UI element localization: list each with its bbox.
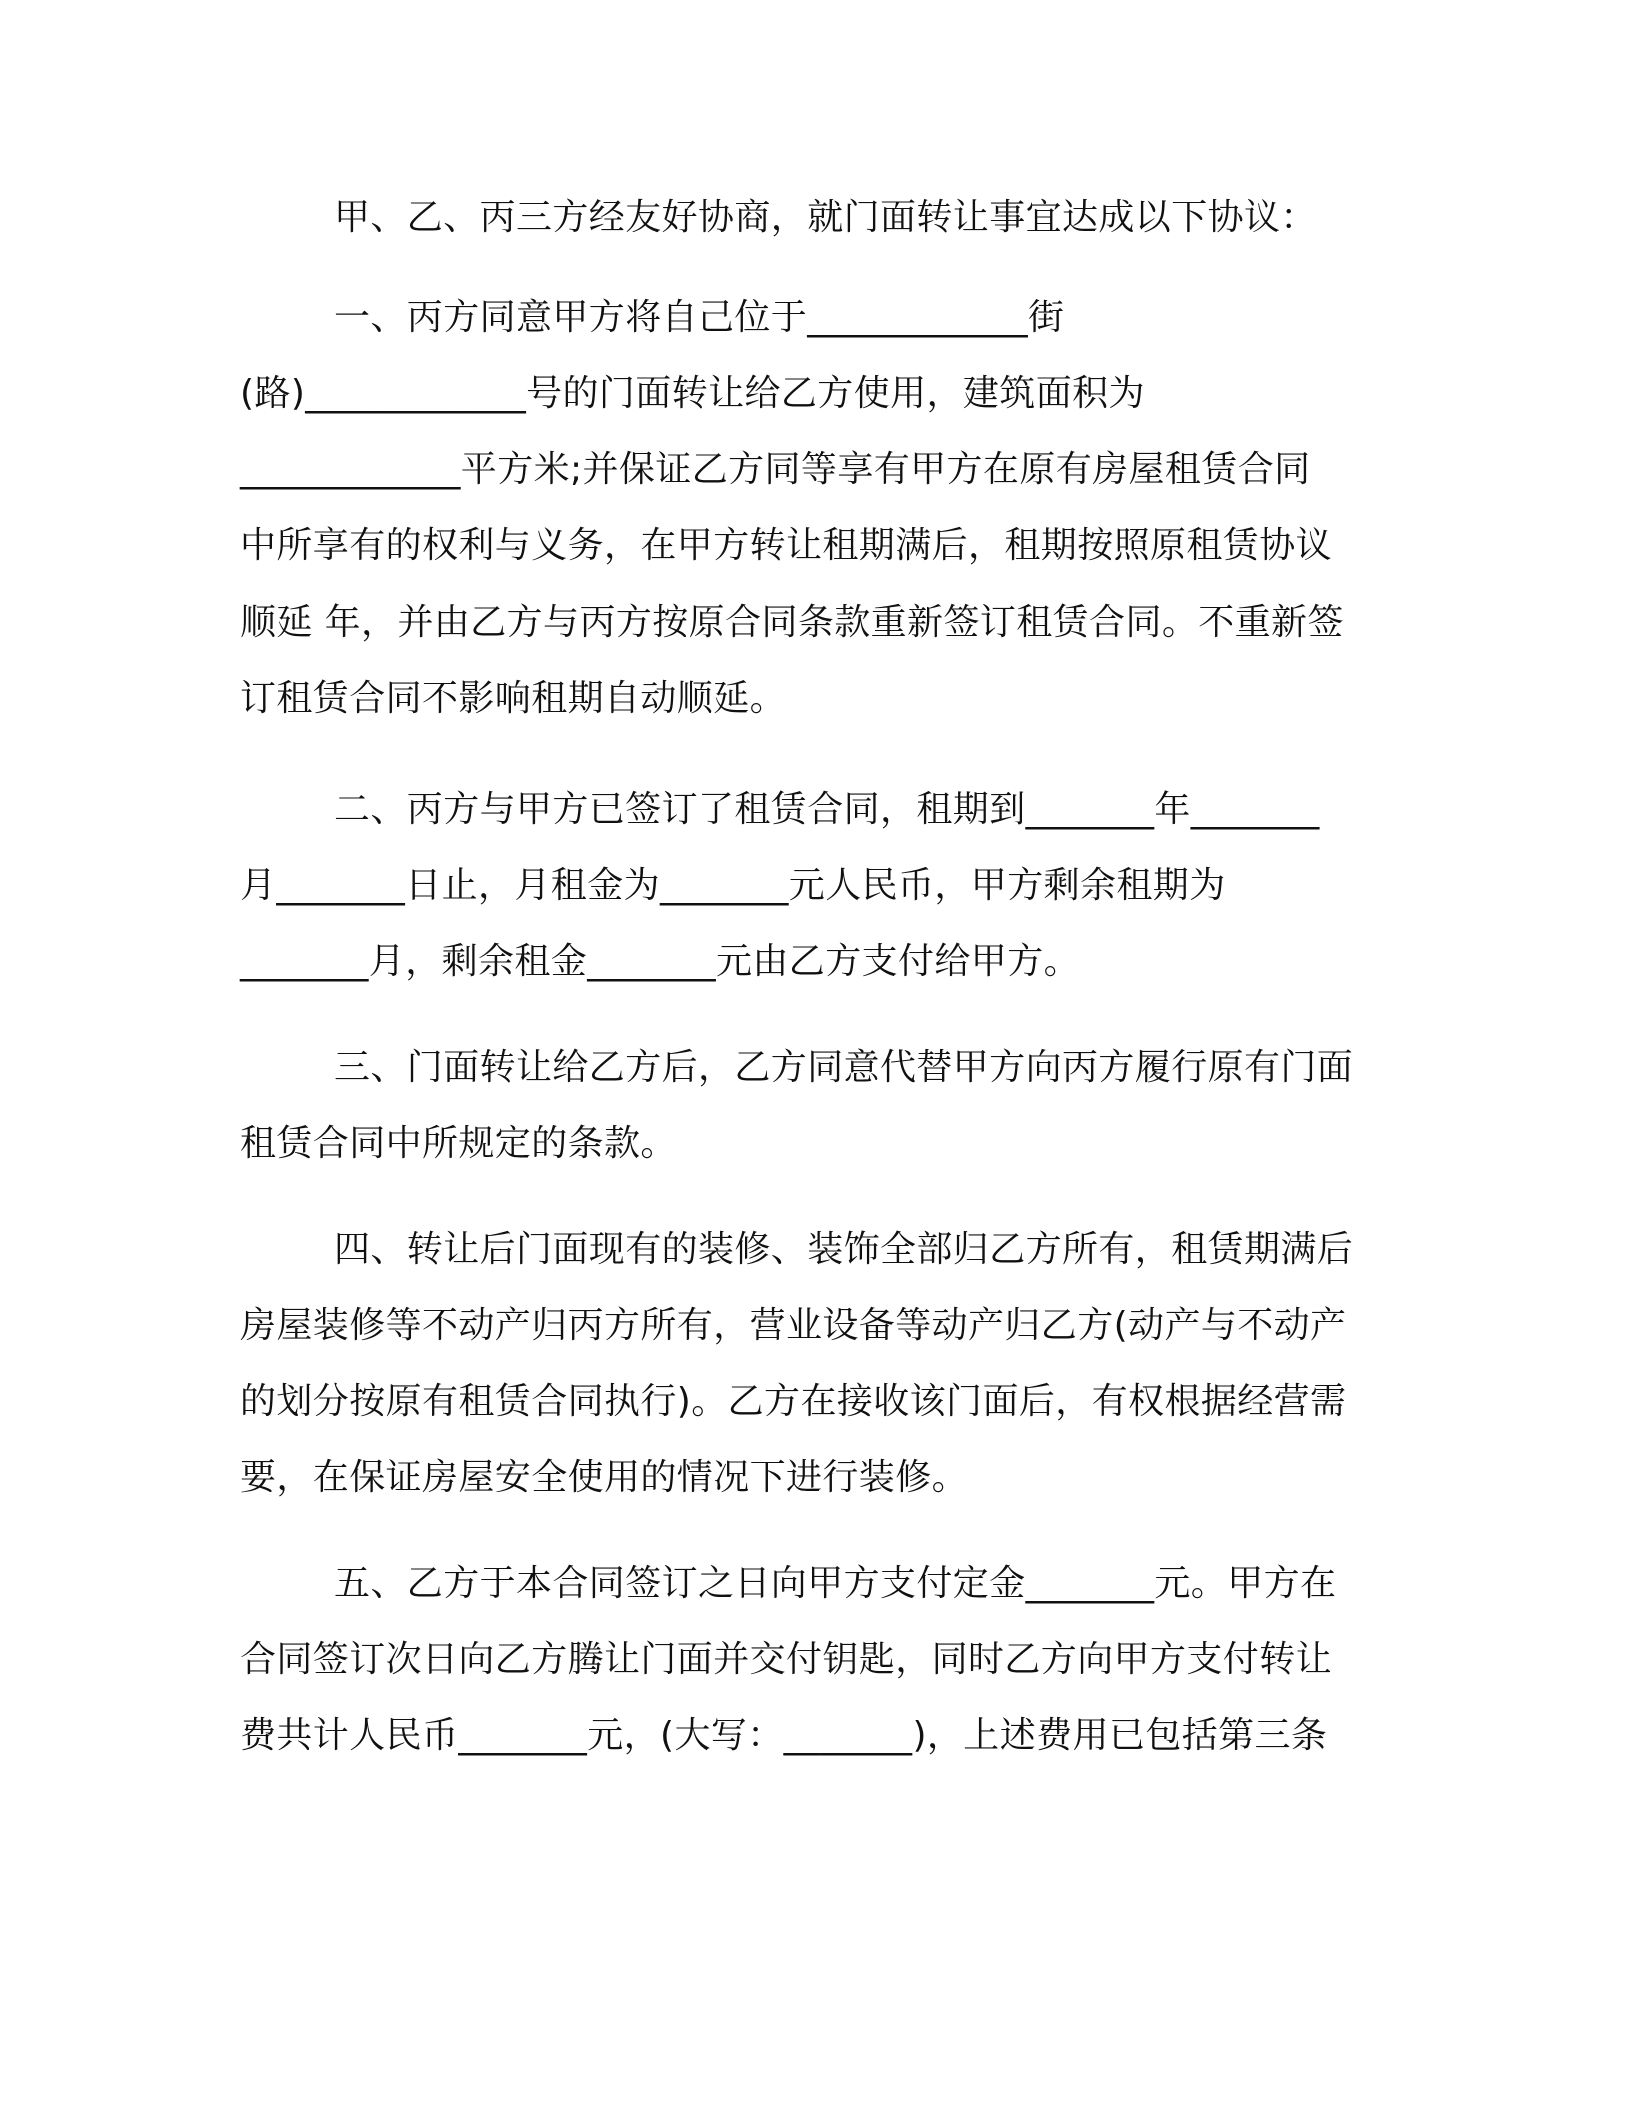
clause-3-line-1: 三、门面转让给乙方后，乙方同意代替甲方向丙方履行原有门面 — [334, 1047, 1354, 1088]
clause-4-line-3: 的划分按原有租赁合同执行)。乙方在接收该门面后，有权根据经营需 — [240, 1381, 1347, 1422]
clause-1-line-1: 一、丙方同意甲方将自己位于____________街 — [334, 297, 1065, 338]
clause-1-line-6: 订租赁合同不影响租期自动顺延。 — [240, 678, 787, 719]
clause-5-line-2: 合同签订次日向乙方腾让门面并交付钥匙，同时乙方向甲方支付转让 — [240, 1639, 1333, 1680]
clause-5-line-1: 五、乙方于本合同签订之日向甲方支付定金_______元。甲方在 — [334, 1563, 1337, 1604]
intro-paragraph: 甲、乙、丙三方经友好协商，就门面转让事宜达成以下协议： — [334, 197, 1317, 238]
clause-4-line-4: 要，在保证房屋安全使用的情况下进行装修。 — [240, 1457, 969, 1498]
clause-3-line-2: 租赁合同中所规定的条款。 — [240, 1123, 677, 1164]
clause-4-line-1: 四、转让后门面现有的装修、装饰全部归乙方所有，租赁期满后 — [334, 1229, 1354, 1270]
clause-1-line-3: ____________平方米;并保证乙方同等享有甲方在原有房屋租赁合同 — [240, 449, 1311, 490]
clause-2-line-2: 月_______日止，月租金为_______元人民币，甲方剩余租期为 — [240, 865, 1226, 906]
clause-5-line-3: 费共计人民币_______元，(大写：_______)，上述费用已包括第三条 — [240, 1715, 1328, 1756]
clause-1-line-5: 顺延 年，并由乙方与丙方按原合同条款重新签订租赁合同。不重新签 — [240, 602, 1344, 643]
clause-2-line-3: _______月，剩余租金_______元由乙方支付给甲方。 — [240, 941, 1081, 982]
clause-1-line-2: (路)____________号的门面转让给乙方使用，建筑面积为 — [240, 373, 1145, 414]
clause-2-line-1: 二、丙方与甲方已签订了租赁合同，租期到_______年_______ — [334, 789, 1320, 830]
clause-4-line-2: 房屋装修等不动产归丙方所有，营业设备等动产归乙方(动产与不动产 — [240, 1305, 1347, 1346]
clause-1-line-4: 中所享有的权利与义务，在甲方转让租期满后，租期按照原租赁协议 — [240, 525, 1333, 566]
